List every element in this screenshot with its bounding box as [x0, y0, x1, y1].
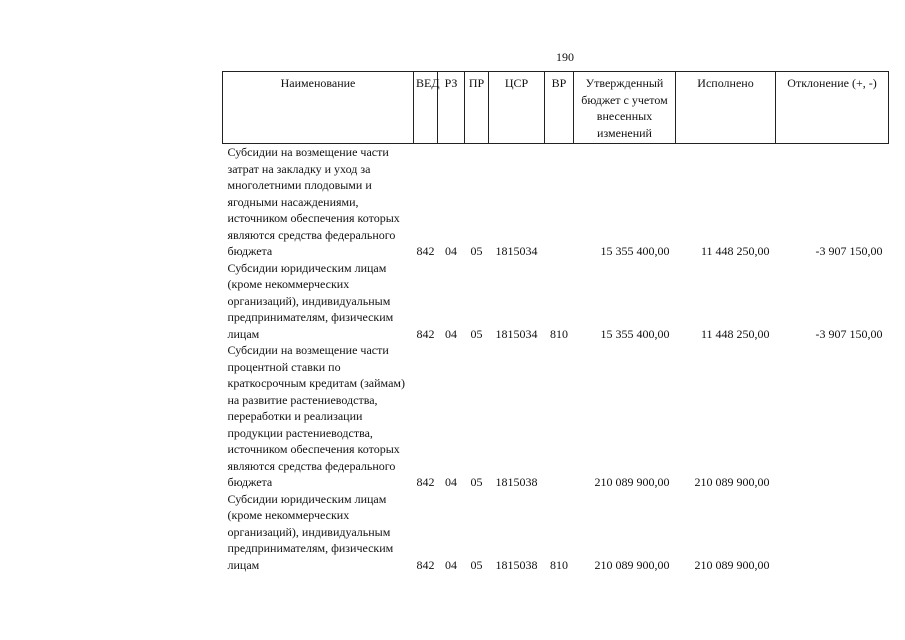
- row-ved: 842: [416, 326, 435, 341]
- row-approved: 15 355 400,00: [600, 326, 670, 341]
- header-rz: РЗ: [438, 72, 465, 144]
- header-pr: ПР: [465, 72, 489, 144]
- row-name: Субсидии на возмещение части процентной ставки по краткосрочным кредитам (займам) на развитие растениеводства, переработки и реализации продукции растениеводства, источником обеспечения которых являются средства федерального бюджета: [227, 343, 405, 489]
- row-vr: [545, 342, 574, 491]
- row-csr: 1815038: [495, 475, 538, 489]
- table-row: [223, 260, 889, 343]
- row-approved: 210 089 900,00: [594, 475, 670, 489]
- row-csr: 1815034: [495, 326, 538, 341]
- row-rz: 04: [445, 326, 457, 341]
- row-ved: 842: [416, 244, 435, 258]
- table-row: [223, 144, 889, 260]
- row-executed: 210 089 900,00: [694, 475, 770, 489]
- row-deviation: [776, 342, 889, 491]
- row-rz: 04: [445, 475, 457, 489]
- row-approved: 15 355 400,00: [600, 244, 670, 258]
- header-executed: Исполнено: [676, 72, 776, 144]
- row-name: Субсидии на возмещение части затрат на закладку и уход за многолетними плодовыми и ягодными насаждениями, источником обеспечения которых являются средства федерального бюджета: [227, 145, 400, 258]
- budget-table: [222, 71, 889, 573]
- table-row: [223, 342, 889, 491]
- header-name: Наименование: [223, 72, 414, 144]
- row-csr: 1815038: [495, 557, 538, 572]
- row-approved: 210 089 900,00: [594, 557, 670, 572]
- table-header: [223, 72, 889, 144]
- row-executed: 11 448 250,00: [700, 326, 770, 341]
- header-csr: ЦСР: [489, 72, 545, 144]
- row-executed: 210 089 900,00: [694, 557, 770, 572]
- header-vr: ВР: [545, 72, 574, 144]
- row-pr: 05: [470, 244, 483, 258]
- row-pr: 05: [470, 326, 483, 341]
- table-row: [223, 491, 889, 574]
- row-rz: 04: [445, 244, 457, 258]
- row-vr: 810: [550, 557, 568, 572]
- header-approved: Утвержденный бюджет с учетом внесенных изменений: [574, 72, 676, 144]
- row-vr: [545, 144, 574, 260]
- row-pr: 05: [470, 557, 483, 572]
- row-deviation: [776, 491, 889, 574]
- row-rz: 04: [445, 557, 457, 572]
- row-name: Субсидии юридическим лицам (кроме некоммерческих организаций), индивидуальным предпринимателям, физическим лицам: [227, 491, 394, 572]
- row-executed: 11 448 250,00: [700, 244, 770, 258]
- row-csr: 1815034: [495, 244, 538, 258]
- row-pr: 05: [470, 475, 483, 489]
- row-deviation: -3 907 150,00: [815, 326, 883, 341]
- header-deviation: Отклонение (+, -): [776, 72, 889, 144]
- row-ved: 842: [416, 557, 435, 572]
- row-deviation: -3 907 150,00: [815, 244, 883, 258]
- row-name: Субсидии юридическим лицам (кроме некоммерческих организаций), индивидуальным предпринимателям, физическим лицам: [227, 260, 394, 341]
- row-ved: 842: [416, 475, 435, 489]
- header-ved: ВЕД: [414, 72, 438, 144]
- table-body: [223, 144, 889, 574]
- page-number: 190: [556, 50, 574, 64]
- row-vr: 810: [550, 326, 568, 341]
